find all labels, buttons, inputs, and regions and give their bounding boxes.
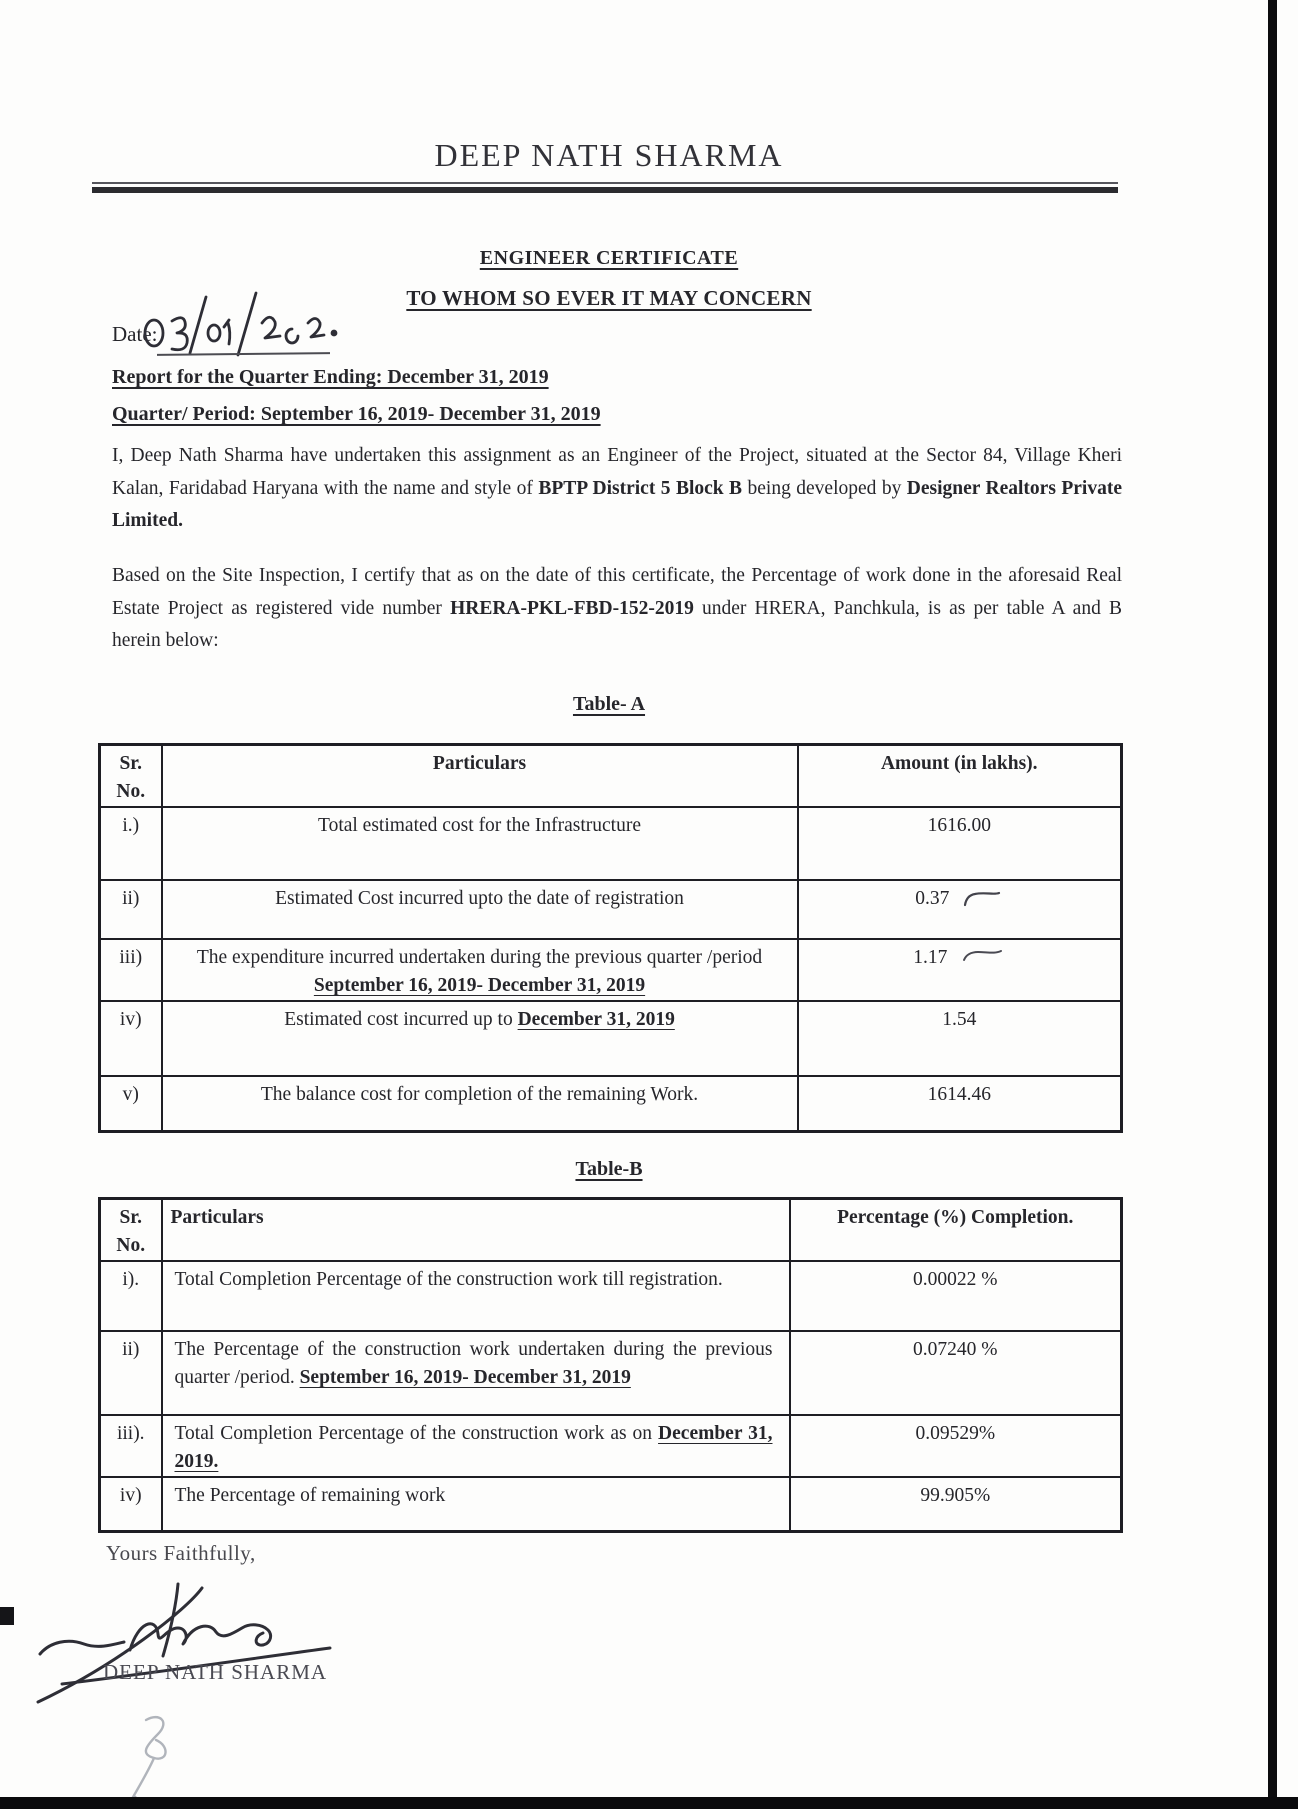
table-a-header-row [100,745,1122,808]
table-row [100,1477,1122,1531]
table-row [100,939,1122,1001]
table-b-title: Table-B [575,1158,643,1180]
header-sr-no: Sr. No. [100,745,162,808]
amount-cell: 1.54 [798,1001,1122,1076]
intro-paragraph-1: I, Deep Nath Sharma have undertaken this assignment as an Engineer of the Project, situated at the Sector 84, Village Kheri Kalan, Faridabad Haryana with the name and style of BPTP District 5 Block B being developed by Designer Realtors Private Limited. [112,445,1122,531]
scan-smudge-left [0,1607,14,1625]
particulars-cell: The Percentage of remaining work [162,1477,790,1531]
quarter-period-line: Quarter/ Period: September 16, 2019- December 31, 2019 [112,403,601,425]
header-particulars: Particulars [162,745,798,808]
sr-cell: iv) [100,1001,162,1076]
header-particulars: Particulars [162,1199,790,1262]
table-b-header-row [100,1199,1122,1262]
percentage-cell: 0.00022 % [790,1261,1122,1331]
particulars-cell: Estimated cost incurred up to December 31, 2019 [162,1001,798,1076]
percentage-cell: 0.07240 % [790,1331,1122,1415]
percentage-cell: 99.905% [790,1477,1122,1531]
particulars-cell: The Percentage of the construction work undertaken during the previous quarter /period. September 16, 2019- December 31, 2019 [162,1331,790,1415]
amount-cell: 1614.46 [798,1076,1122,1131]
concern-title: TO WHOM SO EVER IT MAY CONCERN [406,286,812,310]
date-label: Date: [112,322,158,346]
handwritten-tick-icon [959,947,1005,965]
particulars-cell: Total Completion Percentage of the construction work as on December 31, 2019. [162,1415,790,1477]
sr-cell: v) [100,1076,162,1131]
letterhead-rule-thick [92,187,1118,193]
scan-edge-bottom [0,1797,1298,1809]
handwritten-date-value [0,0,1,1]
amount-cell: 1616.00 [798,807,1122,880]
table-row [100,807,1122,880]
table-a-title: Table- A [572,693,646,715]
percentage-cell: 0.09529% [790,1415,1122,1477]
sr-cell: i). [100,1261,162,1331]
sr-cell: iii) [100,939,162,1001]
letterhead-title: DEEP NATH SHARMA [434,137,784,173]
scan-edge-right [1268,0,1277,1809]
particulars-cell: The balance cost for completion of the remaining Work. [162,1076,798,1131]
sr-cell: ii) [100,1331,162,1415]
table-row [100,880,1122,939]
header-percentage: Percentage (%) Completion. [790,1199,1122,1262]
table-row [100,1076,1122,1131]
table-row [100,1261,1122,1331]
certificate-title: ENGINEER CERTIFICATE [479,247,739,269]
sr-cell: i.) [100,807,162,880]
intro-paragraph-2: Based on the Site Inspection, I certify that as on the date of this certificate, the Percentage of work done in the aforesaid Real Estate Project as registered vide number HRERA-PKL-FBD-152-2019 under HRERA, Panchkula, is as per table A and B herein below: [112,565,1123,651]
table-a [98,743,1123,1133]
report-quarter-line: Report for the Quarter Ending: December 31, 2019 [112,366,549,388]
table-row [100,1415,1122,1477]
particulars-cell: Estimated Cost incurred upto the date of registration [162,880,798,939]
amount-cell: 0.37 [798,880,1122,939]
faint-pen-mark [104,1710,200,1809]
particulars-cell: Total Completion Percentage of the construction work till registration. [162,1261,790,1331]
signature-scribble [26,1566,362,1716]
signatory-name: DEEP NATH SHARMA [103,1660,328,1684]
table-row [100,1331,1122,1415]
handwritten-date [140,291,344,359]
letterhead-rule-thin [92,182,1118,184]
sr-cell: iv) [100,1477,162,1531]
table-row [100,1001,1122,1076]
closing-salutation: Yours Faithfully, [106,1541,256,1565]
particulars-cell: The expenditure incurred undertaken during the previous quarter /period September 16, 2019- December 31, 2019 [162,939,798,1001]
header-amount: Amount (in lakhs). [798,745,1122,808]
sr-cell: ii) [100,880,162,939]
sr-cell: iii). [100,1415,162,1477]
amount-cell: 1.17 [798,939,1122,1001]
table-b [98,1197,1123,1533]
handwritten-tick-icon [961,888,1003,910]
particulars-cell: Total estimated cost for the Infrastructure [162,807,798,880]
header-sr-no: Sr. No. [100,1199,162,1262]
